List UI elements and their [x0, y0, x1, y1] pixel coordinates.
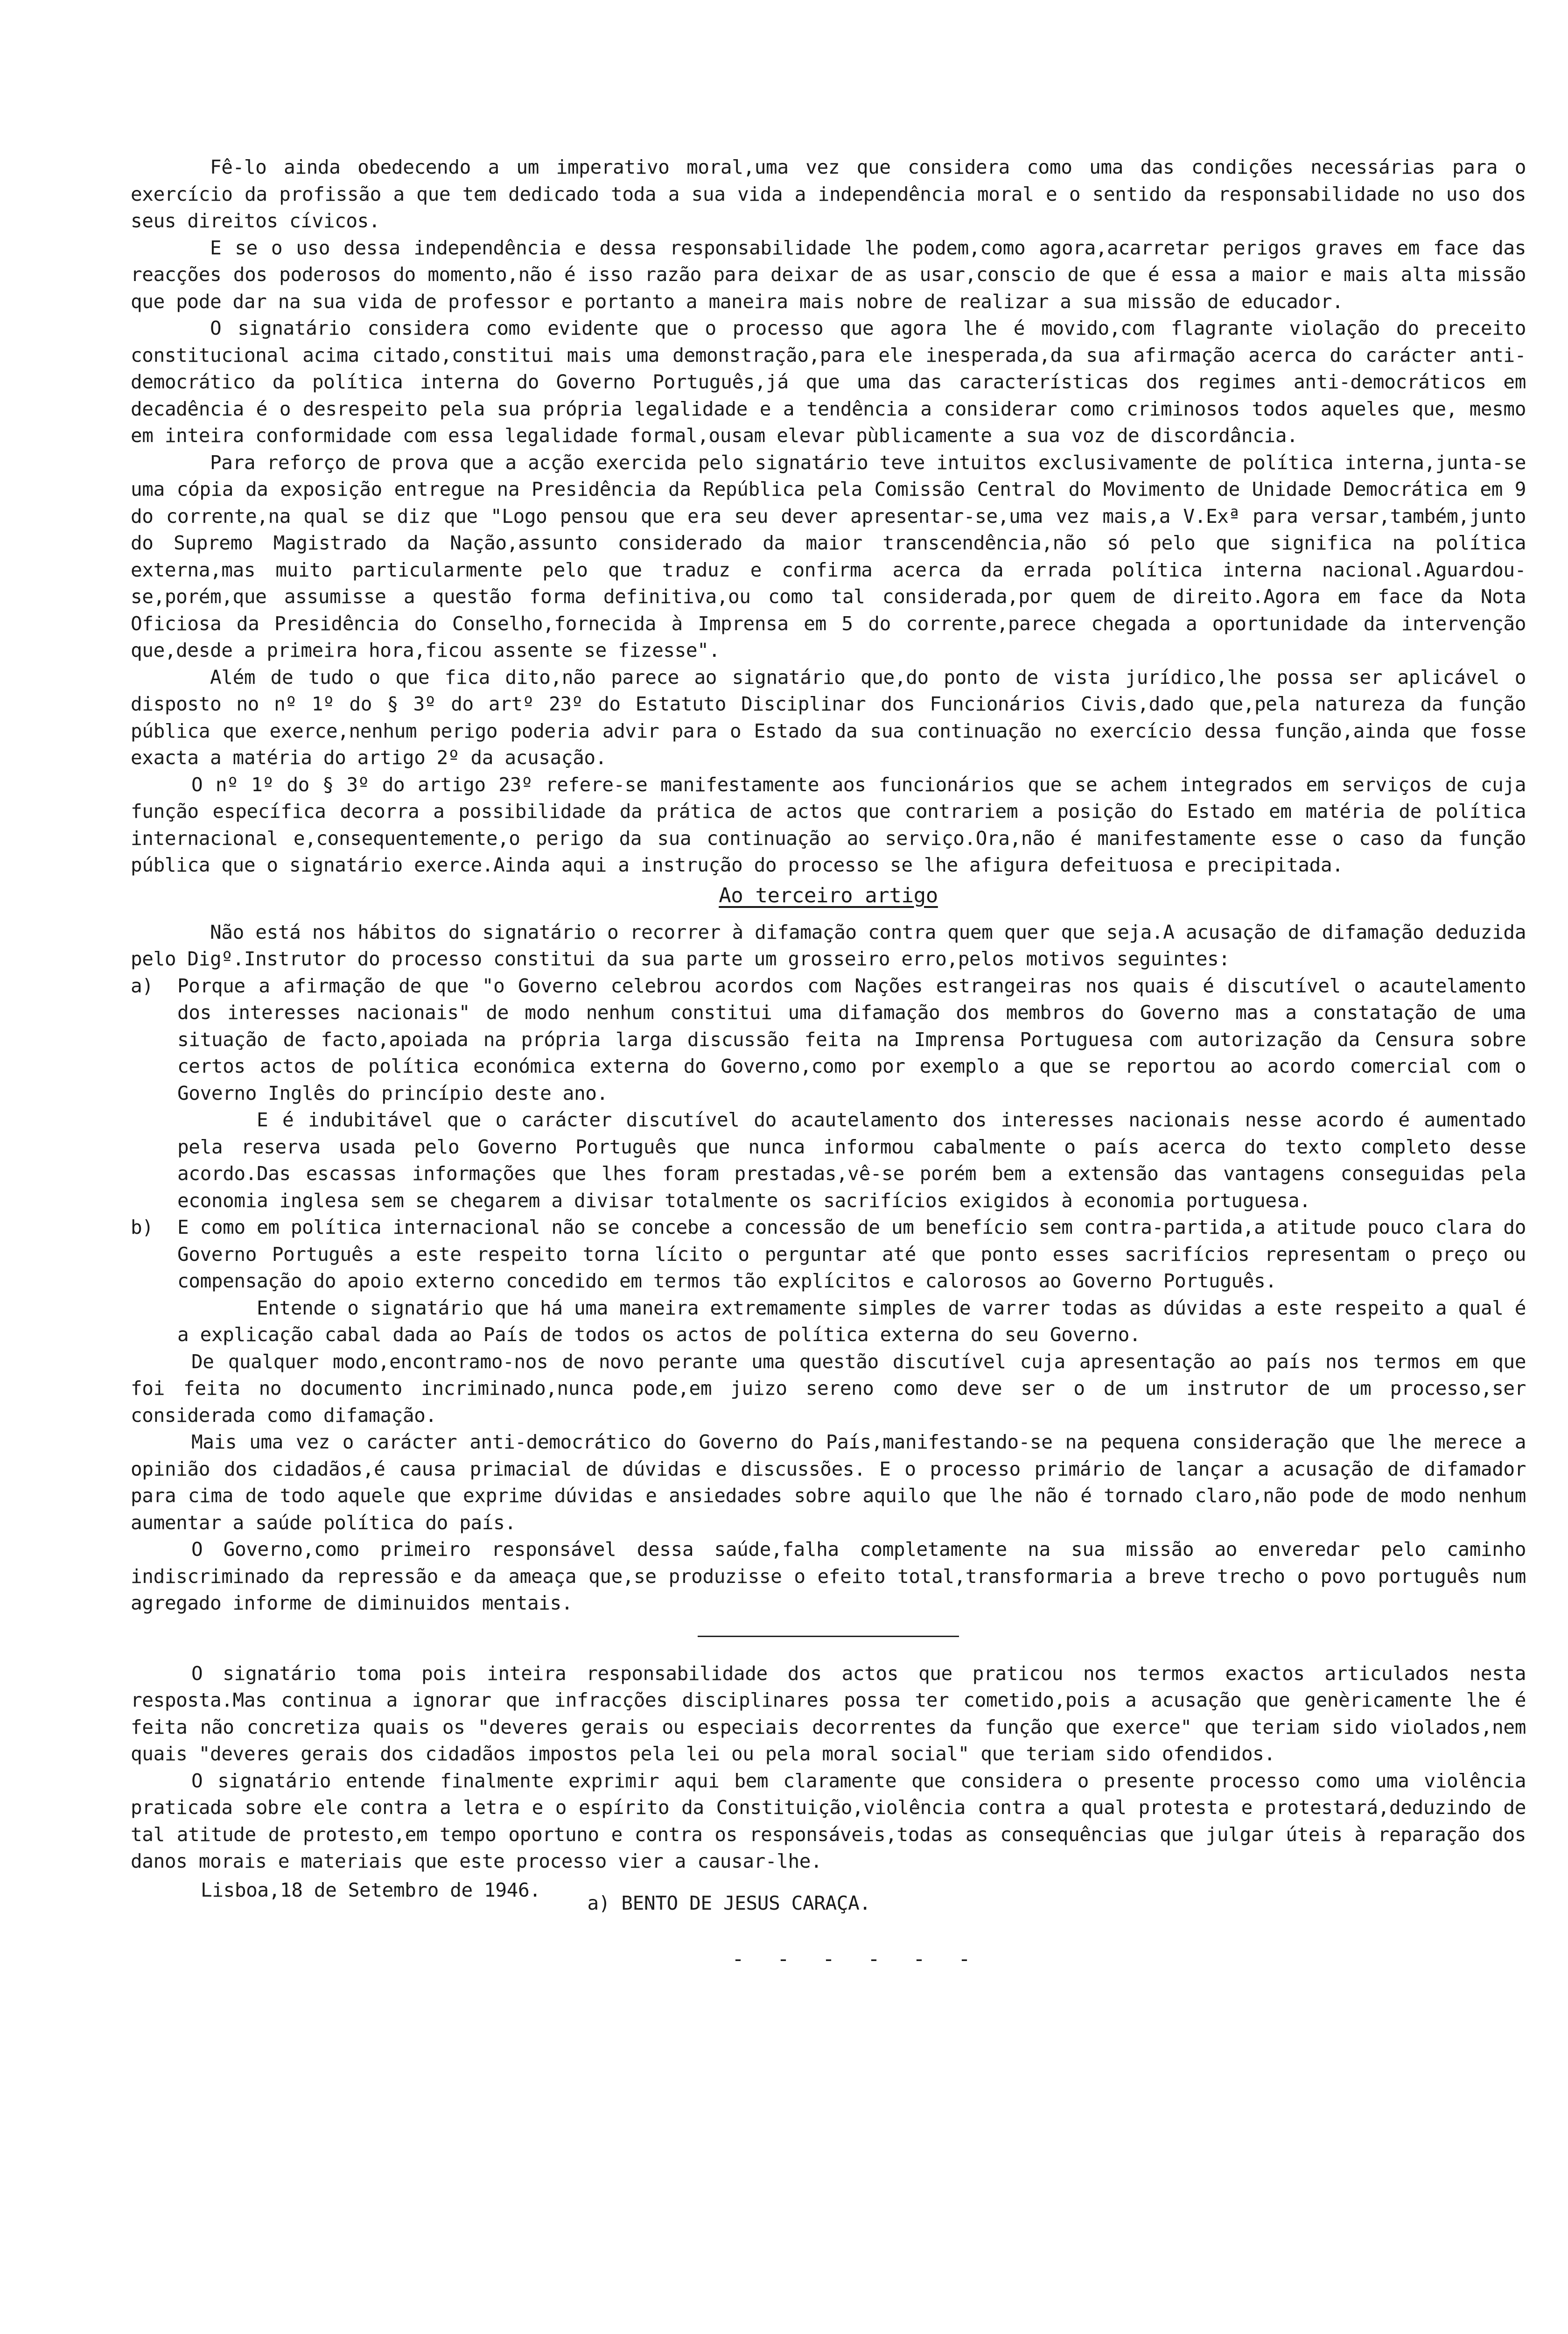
paragraph-defamation-intro: Não está nos hábitos do signatário o recorrer à difamação contra quem quer que seja.A acusação de difamação deduzida pelo Digº.Instrutor do processo constitui da sua parte um grosseiro erro,pelos motivos seguintes: [131, 921, 1526, 970]
place-date: Lisboa,18 de Setembro de 1946. [201, 1878, 541, 1901]
closing-dashes: - - - - - - [732, 1947, 981, 1971]
signature: a) BENTO DE JESUS CARAÇA. [587, 1891, 871, 1914]
paragraph-discutivel: De qualquer modo,encontramo-nos de novo perante uma questão discutível cuja apresentação ao país nos termos em que foi feita no documento incriminado,nunca pode,em juizo sereno como deve ser o de um instrutor de um processo,ser considerada como difamação. [131, 1350, 1526, 1427]
list-item-a [131, 973, 1526, 1107]
list-item-b [131, 1214, 1526, 1295]
paragraph-article-23: O nº 1º do § 3º do artigo 23º refere-se manifestamente aos funcionários que se achem integrados em serviços de cuja função específica decorra a possibilidade da prática de actos que contrariem a posição do Estado em matéria de política internacional e,consequentemente,o perigo da sua continuação ao serviço.Ora,não é manifestamente esse o caso da função pública que o signatário exerce.Ainda aqui a instrução do processo se lhe afigura defeituosa e precipitada. [131, 773, 1526, 876]
document-body [131, 154, 1526, 1973]
paragraph-proof-reinforcement: Para reforço de prova que a acção exercida pelo signatário teve intuitos exclusivamente de política interna,junta-se uma cópia da exposição entregue na Presidência da República pela Comissão Central do Movimento de Unidade Democrática em 9 do corrente,na qual se diz que "Logo pensou que era seu dever apresentar-se,uma vez mais,a V.Exª para versar,também,junto do Supremo Magistrado da Nação,assunto considerado da maior transcendência,não só pelo que significa na política externa,mas muito particularmente pelo que traduz e confirma acerca da errada política interna nacional.Aguardou-se,porém,que assumisse a questão forma definitiva,ou como tal considerada,por quem de direito.Agora em face da Nota Oficiosa da Presidência do Conselho,fornecida à Imprensa em 5 do corrente,parece chegada a oportunidade da intervenção que,desde a primeira hora,ficou assente se fizesse". [131, 451, 1526, 661]
list-item-a-text: Porque a afirmação de que "o Governo celebrou acordos com Nações estrangeiras nos quais é discutível o acautelamento dos interesses nacionais" de modo nenhum constitui uma difamação dos membros do Governo mas a constatação de uma situação de facto,apoiada na própria larga discussão feita na Imprensa Portuguesa com autorização da Censura sobre certos actos de política económica externa do Governo,como por exemplo a que se reportou ao acordo comercial com o Governo Inglês do princípio deste ano. [177, 974, 1526, 1104]
section-heading-text: Ao terceiro artigo [719, 883, 938, 907]
paragraph-responsibility: O signatário toma pois inteira responsabilidade dos actos que praticou nos termos exactos articulados nesta resposta.Mas continua a ignorar que infracções disciplinares possa ter cometido,pois a acusação que genèricamente lhe é feita não concretiza quais os "deveres gerais ou especiais decorrentes da função que exerce" que teriam sido violados,nem quais "deveres gerais dos cidadãos impostos pela lei ou pela moral social" que teriam sido ofendidos. [131, 1662, 1526, 1765]
section-heading [131, 882, 1526, 910]
list-item-a-label: a) [131, 974, 154, 997]
list-item-b-text: E como em política internacional não se concebe a concessão de um benefício sem contra-partida,a atitude pouco clara do Governo Português a este respeito torna lícito o perguntar até que ponto esses sacrifícios representam o preço ou compensação do apoio externo concedido em termos tão explícitos e calorosos ao Governo Português. [177, 1216, 1526, 1292]
paragraph-legal-view: Além de tudo o que fica dito,não parece ao signatário que,do ponto de vista jurídico,lhe possa ser aplicável o disposto no nº 1º do § 3º do artº 23º do Estatuto Disciplinar dos Funcionários Civis,dado que,pela natureza da função pública que exerce,nenhum perigo poderia advir para o Estado da sua continuação no exercício dessa função,ainda que fosse exacta a matéria do artigo 2º da acusação. [131, 666, 1526, 769]
list-item-b-label: b) [131, 1216, 154, 1238]
separator-line [698, 1636, 959, 1637]
paragraph-violence-protest: O signatário entende finalmente exprimir aqui bem claramente que considera o presente processo como uma violência praticada sobre ele contra a letra e o espírito da Constituição,violência contra a qual protesta e protestará,deduzindo de tal atitude de protesto,em tempo oportuno e contra os responsáveis,todas as consequências que julgar úteis à reparação dos danos morais e materiais que este processo vier a causar-lhe. [131, 1769, 1526, 1872]
list-item-b-continuation: Entende o signatário que há uma maneira extremamente simples de varrer todas as dúvidas a este respeito a qual é a explicação cabal dada ao País de todos os actos de política externa do seu Governo. [177, 1296, 1526, 1346]
paragraph-government-health: O Governo,como primeiro responsável dessa saúde,falha completamente na sua missão ao enveredar pelo caminho indiscriminado da repressão e da ameaça que,se produzisse o efeito total,transformaria a breve trecho o povo português num agregado informe de diminuidos mentais. [131, 1538, 1526, 1614]
paragraph-anti-democratic: Mais uma vez o carácter anti-democrático do Governo do País,manifestando-se na pequena consideração que lhe merece a opinião dos cidadãos,é causa primacial de dúvidas e discussões. E o processo primário de lançar a acusação de difamador para cima de todo aquele que exprime dúvidas e ansiedades sobre aquilo que lhe não é tornado claro,não pode de modo nenhum aumentar a saúde política do país. [131, 1431, 1526, 1534]
paragraph-independence: E se o uso dessa independência e dessa responsabilidade lhe podem,como agora,acarretar perigos graves em face das reacções dos poderosos do momento,não é isso razão para deixar de as usar,conscio de que é essa a maior e mais alta missão que pode dar na sua vida de professor e portanto a maneira mais nobre de realizar a sua missão de educador. [131, 236, 1526, 313]
list-item-a-continuation: E é indubitável que o carácter discutível do acautelamento dos interesses nacionais nesse acordo é aumentado pela reserva usada pelo Governo Português que nunca informou cabalmente o país acerca do texto completo desse acordo.Das escassas informações que lhes foram prestadas,vê-se porém bem a extensão das vantagens conseguidas pela economia inglesa sem se chegarem a divisar totalmente os sacrifícios exigidos à economia portuguesa. [177, 1109, 1526, 1212]
paragraph-process-violation: O signatário considera como evidente que o processo que agora lhe é movido,com flagrante violação do preceito constitucional acima citado,constitui mais uma demonstração,para ele inesperada,da sua afirmação acerca do carácter anti-democrático da política interna do Governo Português,já que uma das características dos regimes anti-democráticos em decadência é o desrespeito pela sua própria legalidade e a tendência a considerar como criminosos todos aqueles que, mesmo em inteira conformidade com essa legalidade formal,ousam elevar pùblicamente a sua voz de discordância. [131, 317, 1526, 447]
paragraph-moral-imperative: Fê-lo ainda obedecendo a um imperativo moral,uma vez que considera como uma das condições necessárias para o exercício da profissão a que tem dedicado toda a sua vida a independência moral e o sentido da responsabilidade no uso dos seus direitos cívicos. [131, 156, 1526, 232]
signature-block [131, 1877, 1526, 1914]
